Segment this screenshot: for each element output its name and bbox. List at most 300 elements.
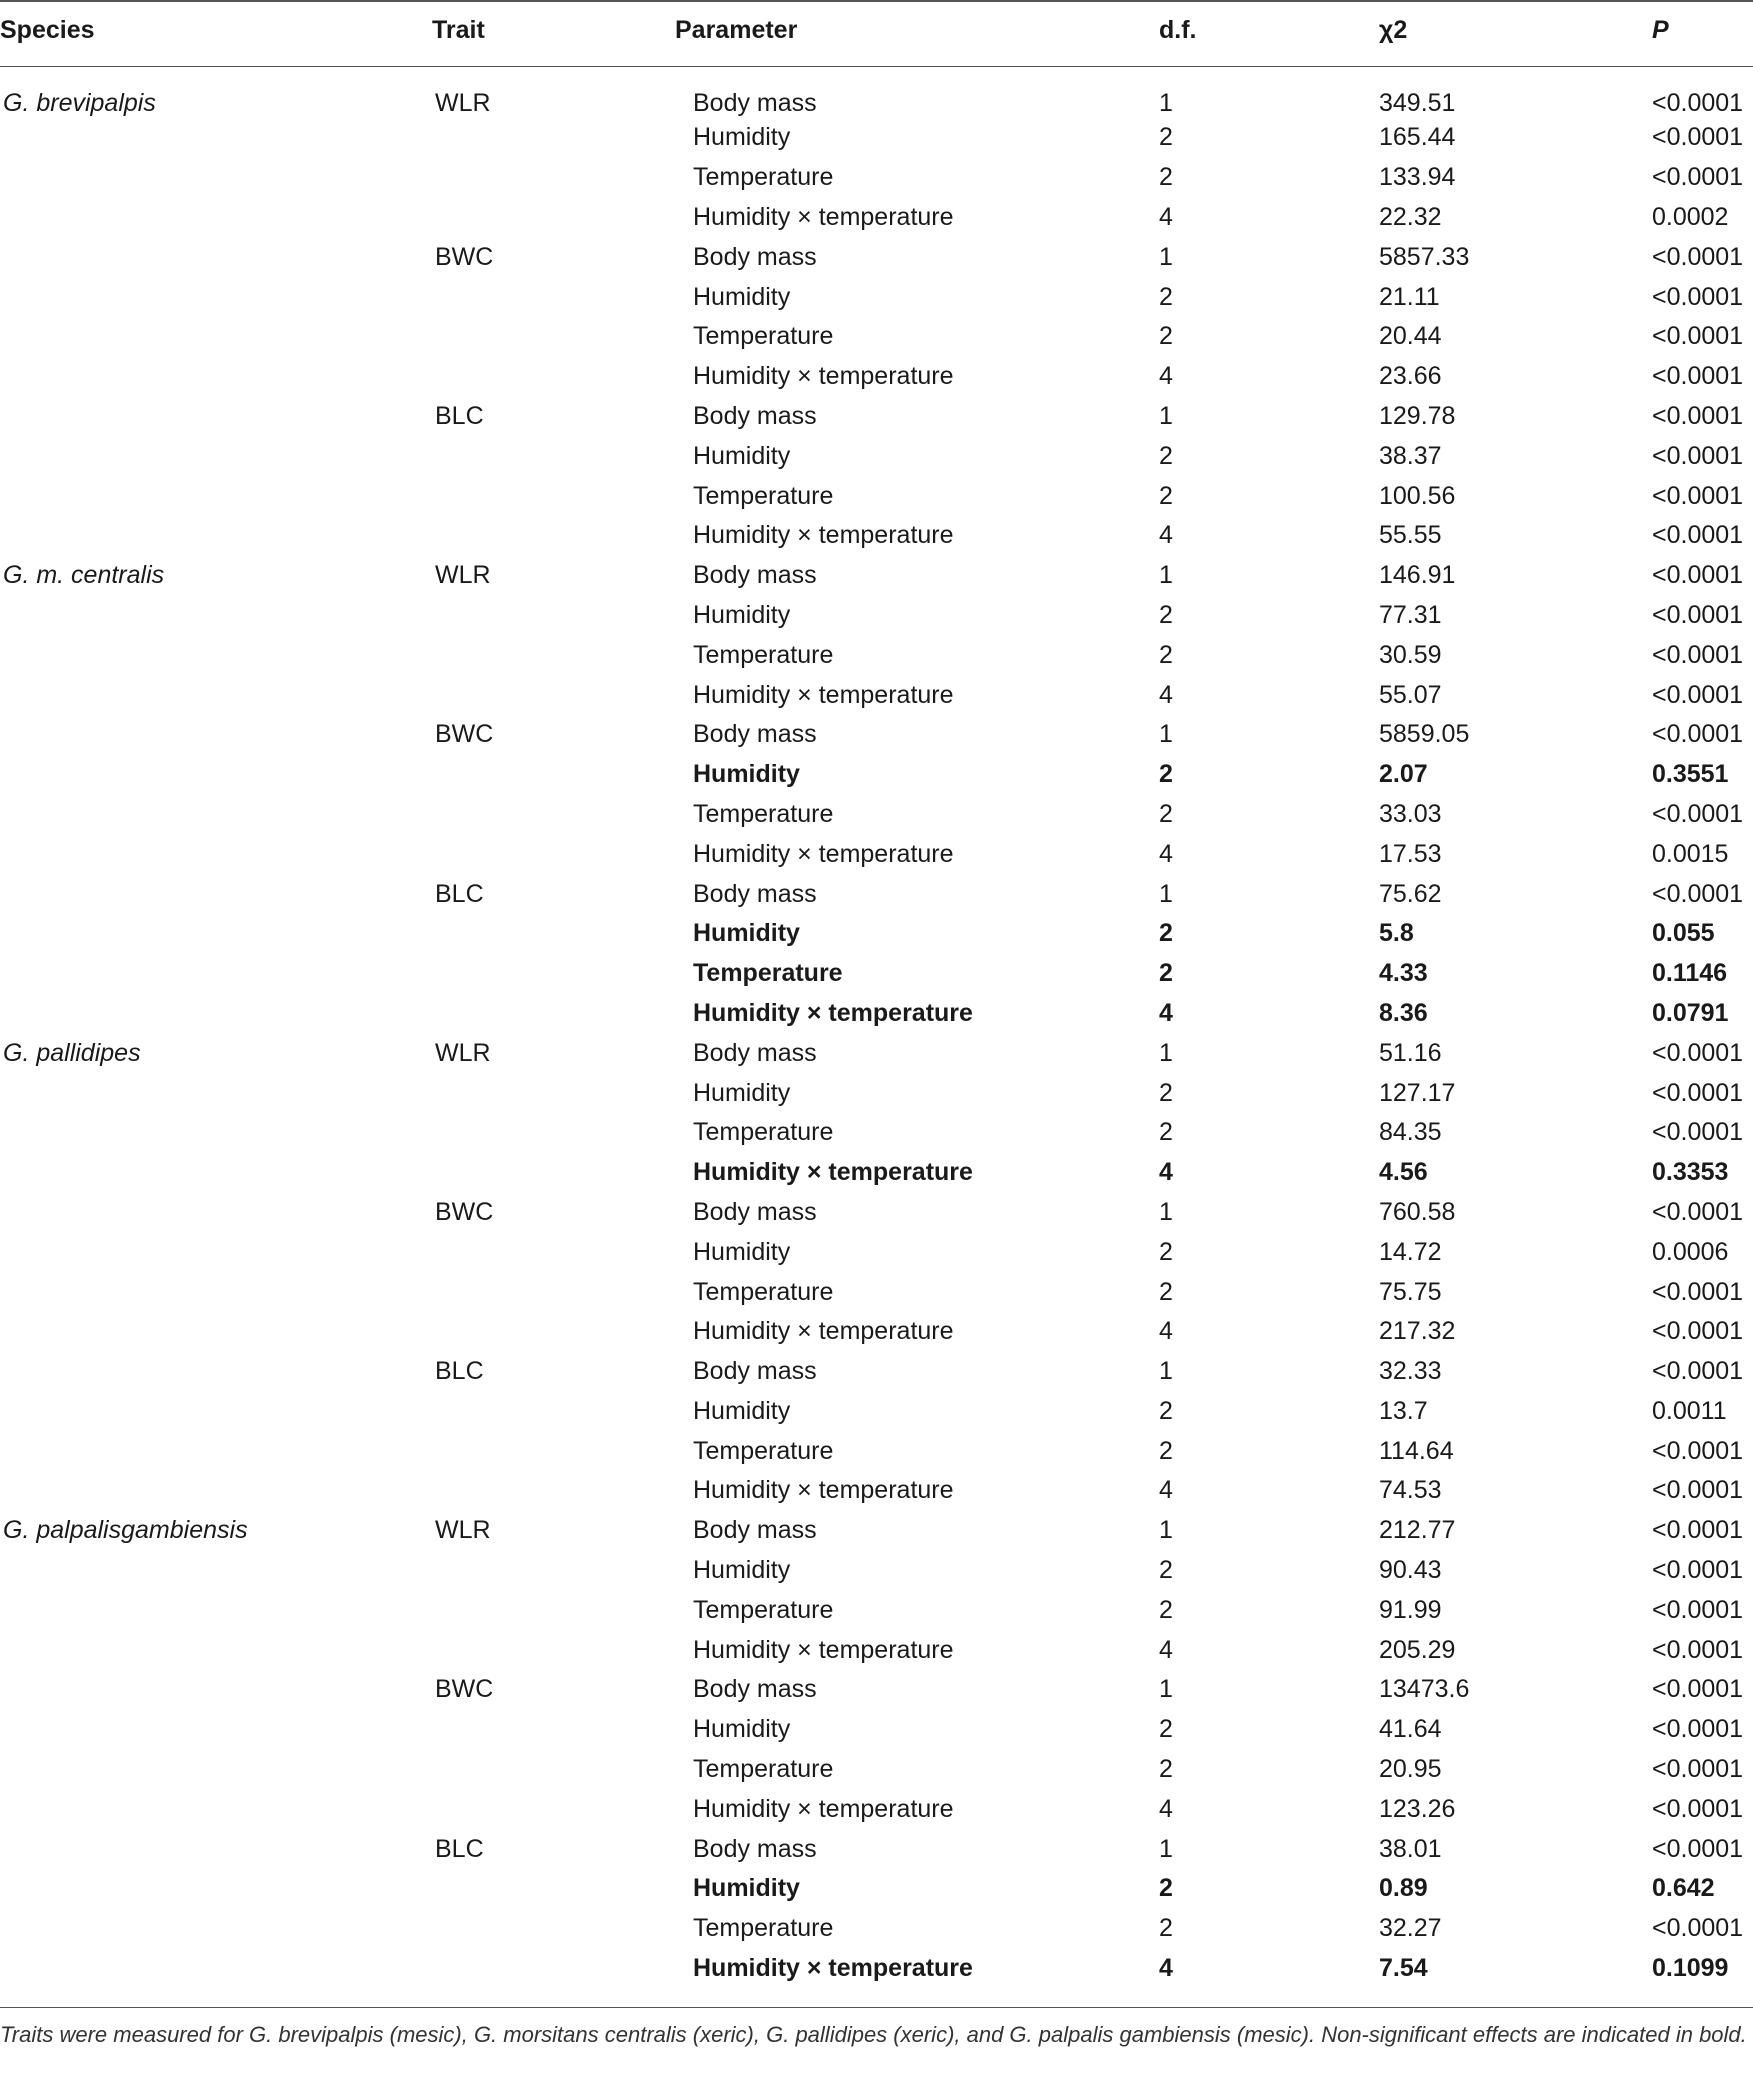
cell-df: 4 xyxy=(1159,521,1173,550)
cell-species xyxy=(0,1551,432,1591)
cell-trait xyxy=(432,1789,675,1829)
cell-df: 2 xyxy=(1159,481,1173,510)
table-header xyxy=(0,1,1753,66)
cell-chi2: 38.37 xyxy=(1379,441,1442,470)
cell-species xyxy=(0,1630,432,1670)
cell-trait: WLR xyxy=(435,561,491,590)
cell-chi2: 165.44 xyxy=(1379,123,1456,152)
cell-species xyxy=(0,1471,432,1511)
table-row xyxy=(0,1471,1753,1511)
cell-parameter: Humidity × temperature xyxy=(693,680,954,709)
cell-parameter: Temperature xyxy=(693,163,834,192)
cell-species xyxy=(0,476,432,516)
cell-chi2: 17.53 xyxy=(1379,839,1442,868)
cell-species xyxy=(0,1113,432,1153)
cell-p: <0.0001 xyxy=(1652,1635,1744,1664)
cell-df: 2 xyxy=(1159,1237,1173,1266)
cell-df: 2 xyxy=(1159,959,1173,988)
cell-p: <0.0001 xyxy=(1652,441,1744,470)
cell-df: 1 xyxy=(1159,242,1173,271)
cell-species xyxy=(0,1590,432,1630)
cell-trait xyxy=(432,436,675,476)
table-row xyxy=(0,436,1753,476)
cell-p: <0.0001 xyxy=(1652,123,1744,152)
cell-species xyxy=(0,834,432,874)
cell-df: 1 xyxy=(1159,1834,1173,1863)
cell-p: <0.0001 xyxy=(1652,600,1744,629)
table-row xyxy=(0,1710,1753,1750)
cell-df: 4 xyxy=(1159,680,1173,709)
cell-trait xyxy=(432,118,675,158)
cell-chi2: 23.66 xyxy=(1379,362,1442,391)
cell-chi2: 84.35 xyxy=(1379,1118,1442,1147)
cell-trait xyxy=(432,755,675,795)
table-row xyxy=(0,317,1753,357)
table-row xyxy=(0,118,1753,158)
cell-trait: BWC xyxy=(435,242,494,271)
cell-species xyxy=(0,755,432,795)
cell-species xyxy=(0,277,432,317)
cell-species xyxy=(0,874,432,914)
cell-p: <0.0001 xyxy=(1652,242,1744,271)
cell-df: 2 xyxy=(1159,1118,1173,1147)
cell-parameter: Humidity × temperature xyxy=(693,1317,954,1346)
cell-species xyxy=(0,994,432,1034)
cell-species xyxy=(0,1789,432,1829)
cell-p: <0.0001 xyxy=(1652,1476,1744,1505)
cell-df: 2 xyxy=(1159,919,1173,948)
header-chi2: χ2 xyxy=(1379,16,1408,44)
cell-df: 4 xyxy=(1159,998,1173,1027)
cell-df: 4 xyxy=(1159,362,1173,391)
cell-p: <0.0001 xyxy=(1652,282,1744,311)
header-trait: Trait xyxy=(432,16,485,44)
cell-species xyxy=(0,914,432,954)
cell-parameter: Humidity × temperature xyxy=(693,1158,973,1187)
cell-p: <0.0001 xyxy=(1652,1078,1744,1107)
cell-p: <0.0001 xyxy=(1652,1118,1744,1147)
cell-p: <0.0001 xyxy=(1652,799,1744,828)
table-row xyxy=(0,277,1753,317)
cell-parameter: Temperature xyxy=(693,1118,834,1147)
cell-trait xyxy=(432,317,675,357)
cell-chi2: 7.54 xyxy=(1379,1954,1428,1983)
cell-chi2: 13473.6 xyxy=(1379,1675,1470,1704)
cell-parameter: Body mass xyxy=(693,1675,817,1704)
cell-species xyxy=(0,357,432,397)
header-df: d.f. xyxy=(1159,16,1197,44)
cell-p: <0.0001 xyxy=(1652,88,1744,117)
cell-chi2: 38.01 xyxy=(1379,1834,1442,1863)
table-row xyxy=(0,1949,1753,1989)
cell-chi2: 217.32 xyxy=(1379,1317,1456,1346)
cell-trait: BLC xyxy=(435,879,484,908)
cell-chi2: 129.78 xyxy=(1379,401,1456,430)
cell-df: 1 xyxy=(1159,720,1173,749)
cell-parameter: Temperature xyxy=(693,1277,834,1306)
cell-species xyxy=(0,158,432,198)
cell-p: <0.0001 xyxy=(1652,1675,1744,1704)
cell-p: 0.0006 xyxy=(1652,1237,1729,1266)
cell-p: <0.0001 xyxy=(1652,1357,1744,1386)
cell-chi2: 75.62 xyxy=(1379,879,1442,908)
cell-species xyxy=(0,1869,432,1909)
cell-df: 2 xyxy=(1159,1277,1173,1306)
table-row xyxy=(0,1750,1753,1790)
table-row xyxy=(0,1113,1753,1153)
cell-df: 4 xyxy=(1159,1476,1173,1505)
cell-parameter: Temperature xyxy=(693,1436,834,1465)
cell-chi2: 77.31 xyxy=(1379,600,1442,629)
cell-parameter: Body mass xyxy=(693,1516,817,1545)
cell-p: 0.3551 xyxy=(1652,760,1729,789)
cell-species xyxy=(0,635,432,675)
cell-df: 2 xyxy=(1159,1595,1173,1624)
cell-species xyxy=(0,1949,432,1989)
cell-species xyxy=(0,118,432,158)
cell-chi2: 13.7 xyxy=(1379,1396,1428,1425)
table-row xyxy=(0,556,1753,596)
table-row xyxy=(0,1033,1753,1073)
cell-species xyxy=(0,1193,432,1233)
cell-trait xyxy=(432,1392,675,1432)
cell-parameter: Humidity xyxy=(693,1396,791,1425)
cell-p: <0.0001 xyxy=(1652,401,1744,430)
table-row xyxy=(0,516,1753,556)
table-row xyxy=(0,1272,1753,1312)
cell-species xyxy=(0,954,432,994)
cell-chi2: 212.77 xyxy=(1379,1516,1456,1545)
cell-chi2: 760.58 xyxy=(1379,1197,1456,1226)
cell-chi2: 4.56 xyxy=(1379,1158,1428,1187)
cell-species: G. palpalisgambiensis xyxy=(3,1516,248,1545)
cell-p: <0.0001 xyxy=(1652,561,1744,590)
table-row xyxy=(0,237,1753,277)
cell-parameter: Body mass xyxy=(693,88,817,117)
cell-chi2: 33.03 xyxy=(1379,799,1442,828)
cell-df: 2 xyxy=(1159,441,1173,470)
cell-species xyxy=(0,596,432,636)
cell-parameter: Humidity xyxy=(693,1715,791,1744)
cell-df: 2 xyxy=(1159,1715,1173,1744)
cell-parameter: Temperature xyxy=(693,1595,834,1624)
cell-trait xyxy=(432,158,675,198)
header-p: P xyxy=(1652,16,1669,44)
cell-p: <0.0001 xyxy=(1652,322,1744,351)
table-row xyxy=(0,397,1753,437)
table-row xyxy=(0,1829,1753,1869)
cell-p: 0.055 xyxy=(1652,919,1715,948)
cell-p: <0.0001 xyxy=(1652,1715,1744,1744)
cell-parameter: Humidity xyxy=(693,123,791,152)
cell-df: 2 xyxy=(1159,1556,1173,1585)
cell-df: 4 xyxy=(1159,1317,1173,1346)
cell-species xyxy=(0,1909,432,1949)
cell-parameter: Humidity xyxy=(693,760,800,789)
cell-trait: BLC xyxy=(435,1357,484,1386)
cell-df: 2 xyxy=(1159,640,1173,669)
cell-parameter: Temperature xyxy=(693,322,834,351)
cell-chi2: 5.8 xyxy=(1379,919,1414,948)
cell-trait xyxy=(432,357,675,397)
table-row xyxy=(0,198,1753,238)
cell-chi2: 123.26 xyxy=(1379,1794,1456,1823)
table-row xyxy=(0,715,1753,755)
cell-species xyxy=(0,1073,432,1113)
cell-trait xyxy=(432,1869,675,1909)
cell-chi2: 100.56 xyxy=(1379,481,1456,510)
cell-parameter: Body mass xyxy=(693,561,817,590)
cell-df: 2 xyxy=(1159,123,1173,152)
cell-df: 2 xyxy=(1159,1396,1173,1425)
cell-p: <0.0001 xyxy=(1652,1914,1744,1943)
cell-trait xyxy=(432,1232,675,1272)
cell-parameter: Humidity × temperature xyxy=(693,1954,973,1983)
cell-trait xyxy=(432,834,675,874)
table-row xyxy=(0,1590,1753,1630)
table-body xyxy=(0,66,1753,1988)
cell-p: 0.1099 xyxy=(1652,1954,1729,1983)
cell-parameter: Humidity xyxy=(693,600,791,629)
table-row xyxy=(0,1630,1753,1670)
cell-df: 4 xyxy=(1159,202,1173,231)
cell-df: 2 xyxy=(1159,760,1173,789)
cell-species xyxy=(0,715,432,755)
cell-p: <0.0001 xyxy=(1652,362,1744,391)
cell-df: 2 xyxy=(1159,1914,1173,1943)
cell-p: <0.0001 xyxy=(1652,163,1744,192)
cell-p: <0.0001 xyxy=(1652,1317,1744,1346)
cell-species xyxy=(0,198,432,238)
cell-species xyxy=(0,1750,432,1790)
cell-chi2: 5857.33 xyxy=(1379,242,1470,271)
cell-parameter: Humidity × temperature xyxy=(693,362,954,391)
cell-df: 2 xyxy=(1159,1874,1173,1903)
cell-trait: WLR xyxy=(435,1038,491,1067)
cell-parameter: Body mass xyxy=(693,401,817,430)
cell-parameter: Body mass xyxy=(693,1357,817,1386)
cell-trait xyxy=(432,1949,675,1989)
cell-parameter: Humidity × temperature xyxy=(693,1635,954,1664)
cell-chi2: 51.16 xyxy=(1379,1038,1442,1067)
table-footnote: Traits were measured for G. brevipalpis (mesic), G. morsitans centralis (xeric), G. pallidipes (xeric), and G. palpalis gambiensis (mesic). Non-significant effects are indicated in bold. xyxy=(0,2007,1753,2052)
cell-trait xyxy=(432,277,675,317)
cell-p: <0.0001 xyxy=(1652,1595,1744,1624)
cell-chi2: 205.29 xyxy=(1379,1635,1456,1664)
table-row xyxy=(0,635,1753,675)
cell-parameter: Humidity × temperature xyxy=(693,998,973,1027)
cell-p: <0.0001 xyxy=(1652,521,1744,550)
table-row xyxy=(0,1312,1753,1352)
table-row xyxy=(0,1909,1753,1949)
cell-parameter: Body mass xyxy=(693,879,817,908)
cell-trait xyxy=(432,1630,675,1670)
table-row xyxy=(0,914,1753,954)
cell-chi2: 90.43 xyxy=(1379,1556,1442,1585)
cell-trait: BLC xyxy=(435,401,484,430)
cell-chi2: 75.75 xyxy=(1379,1277,1442,1306)
cell-parameter: Body mass xyxy=(693,1197,817,1226)
cell-species xyxy=(0,1392,432,1432)
cell-chi2: 20.44 xyxy=(1379,322,1442,351)
cell-trait xyxy=(432,1431,675,1471)
table-row xyxy=(0,1153,1753,1193)
cell-p: 0.1146 xyxy=(1652,959,1728,988)
cell-trait xyxy=(432,516,675,556)
cell-p: <0.0001 xyxy=(1652,481,1744,510)
cell-df: 2 xyxy=(1159,600,1173,629)
header-row xyxy=(0,1,1753,66)
cell-df: 1 xyxy=(1159,88,1173,117)
cell-chi2: 349.51 xyxy=(1379,88,1456,117)
cell-df: 1 xyxy=(1159,1038,1173,1067)
cell-df: 1 xyxy=(1159,1357,1173,1386)
cell-trait xyxy=(432,635,675,675)
cell-df: 2 xyxy=(1159,1436,1173,1465)
cell-trait xyxy=(432,1312,675,1352)
cell-p: <0.0001 xyxy=(1652,680,1744,709)
cell-p: 0.642 xyxy=(1652,1874,1715,1903)
cell-species xyxy=(0,1272,432,1312)
cell-parameter: Humidity xyxy=(693,1237,791,1266)
cell-chi2: 14.72 xyxy=(1379,1237,1442,1266)
table-row xyxy=(0,795,1753,835)
table-row xyxy=(0,1352,1753,1392)
cell-df: 1 xyxy=(1159,561,1173,590)
cell-trait xyxy=(432,914,675,954)
table-row xyxy=(0,357,1753,397)
cell-parameter: Humidity × temperature xyxy=(693,839,954,868)
cell-trait: BWC xyxy=(435,720,494,749)
cell-p: <0.0001 xyxy=(1652,1197,1744,1226)
cell-parameter: Humidity × temperature xyxy=(693,521,954,550)
cell-species xyxy=(0,1232,432,1272)
table-row xyxy=(0,1511,1753,1551)
table-row xyxy=(0,994,1753,1034)
cell-parameter: Temperature xyxy=(693,959,843,988)
cell-p: <0.0001 xyxy=(1652,1755,1744,1784)
cell-p: 0.3353 xyxy=(1652,1158,1729,1187)
cell-chi2: 30.59 xyxy=(1379,640,1442,669)
cell-p: 0.0011 xyxy=(1652,1396,1727,1425)
cell-species xyxy=(0,317,432,357)
cell-species: G. m. centralis xyxy=(3,561,165,590)
cell-trait xyxy=(432,954,675,994)
cell-parameter: Humidity xyxy=(693,282,791,311)
cell-parameter: Humidity × temperature xyxy=(693,1476,954,1505)
cell-chi2: 0.89 xyxy=(1379,1874,1428,1903)
cell-chi2: 20.95 xyxy=(1379,1755,1442,1784)
cell-species xyxy=(0,1670,432,1710)
cell-trait xyxy=(432,1113,675,1153)
cell-chi2: 91.99 xyxy=(1379,1595,1442,1624)
cell-p: <0.0001 xyxy=(1652,1436,1744,1465)
table-row xyxy=(0,1431,1753,1471)
cell-parameter: Body mass xyxy=(693,1834,817,1863)
cell-species xyxy=(0,795,432,835)
cell-trait xyxy=(432,476,675,516)
cell-species xyxy=(0,397,432,437)
cell-trait xyxy=(432,1471,675,1511)
cell-trait: BWC xyxy=(435,1197,494,1226)
cell-trait xyxy=(432,198,675,238)
cell-p: <0.0001 xyxy=(1652,720,1744,749)
cell-chi2: 5859.05 xyxy=(1379,720,1470,749)
cell-species xyxy=(0,1829,432,1869)
cell-parameter: Temperature xyxy=(693,1914,834,1943)
cell-trait xyxy=(432,596,675,636)
cell-parameter: Humidity xyxy=(693,1874,800,1903)
cell-trait xyxy=(432,994,675,1034)
cell-df: 4 xyxy=(1159,1635,1173,1664)
table-row xyxy=(0,1193,1753,1233)
cell-trait: BWC xyxy=(435,1675,494,1704)
cell-df: 2 xyxy=(1159,1078,1173,1107)
cell-df: 4 xyxy=(1159,1158,1173,1187)
cell-species xyxy=(0,436,432,476)
cell-parameter: Body mass xyxy=(693,242,817,271)
cell-p: <0.0001 xyxy=(1652,1277,1744,1306)
cell-chi2: 146.91 xyxy=(1379,561,1456,590)
cell-trait xyxy=(432,1710,675,1750)
cell-chi2: 22.32 xyxy=(1379,202,1442,231)
cell-chi2: 2.07 xyxy=(1379,760,1428,789)
cell-species xyxy=(0,1312,432,1352)
cell-chi2: 133.94 xyxy=(1379,163,1456,192)
cell-trait: WLR xyxy=(435,1516,491,1545)
cell-parameter: Humidity × temperature xyxy=(693,202,954,231)
cell-chi2: 41.64 xyxy=(1379,1715,1442,1744)
cell-species xyxy=(0,516,432,556)
cell-species xyxy=(0,1431,432,1471)
cell-chi2: 21.11 xyxy=(1379,282,1440,311)
cell-df: 2 xyxy=(1159,1755,1173,1784)
cell-species: G. brevipalpis xyxy=(3,88,156,117)
table-row xyxy=(0,1392,1753,1432)
cell-chi2: 8.36 xyxy=(1379,998,1428,1027)
cell-p: <0.0001 xyxy=(1652,1794,1744,1823)
cell-species: G. pallidipes xyxy=(3,1038,141,1067)
cell-trait xyxy=(432,1073,675,1113)
cell-trait xyxy=(432,1551,675,1591)
cell-parameter: Humidity × temperature xyxy=(693,1794,954,1823)
cell-chi2: 32.27 xyxy=(1379,1914,1442,1943)
cell-p: <0.0001 xyxy=(1652,879,1744,908)
cell-chi2: 114.64 xyxy=(1379,1436,1454,1465)
cell-df: 1 xyxy=(1159,1197,1173,1226)
cell-parameter: Temperature xyxy=(693,640,834,669)
cell-df: 4 xyxy=(1159,1954,1173,1983)
cell-p: <0.0001 xyxy=(1652,1834,1744,1863)
cell-species xyxy=(0,1352,432,1392)
cell-chi2: 55.07 xyxy=(1379,680,1442,709)
cell-df: 1 xyxy=(1159,1675,1173,1704)
table-row xyxy=(0,158,1753,198)
cell-df: 4 xyxy=(1159,839,1173,868)
cell-parameter: Temperature xyxy=(693,1755,834,1784)
table-row xyxy=(0,1232,1753,1272)
table-row xyxy=(0,954,1753,994)
cell-species xyxy=(0,237,432,277)
table-row xyxy=(0,1551,1753,1591)
cell-trait xyxy=(432,1590,675,1630)
cell-trait xyxy=(432,1750,675,1790)
cell-trait xyxy=(432,675,675,715)
table-row xyxy=(0,66,1753,118)
table-row xyxy=(0,675,1753,715)
cell-parameter: Body mass xyxy=(693,1038,817,1067)
table-row xyxy=(0,755,1753,795)
